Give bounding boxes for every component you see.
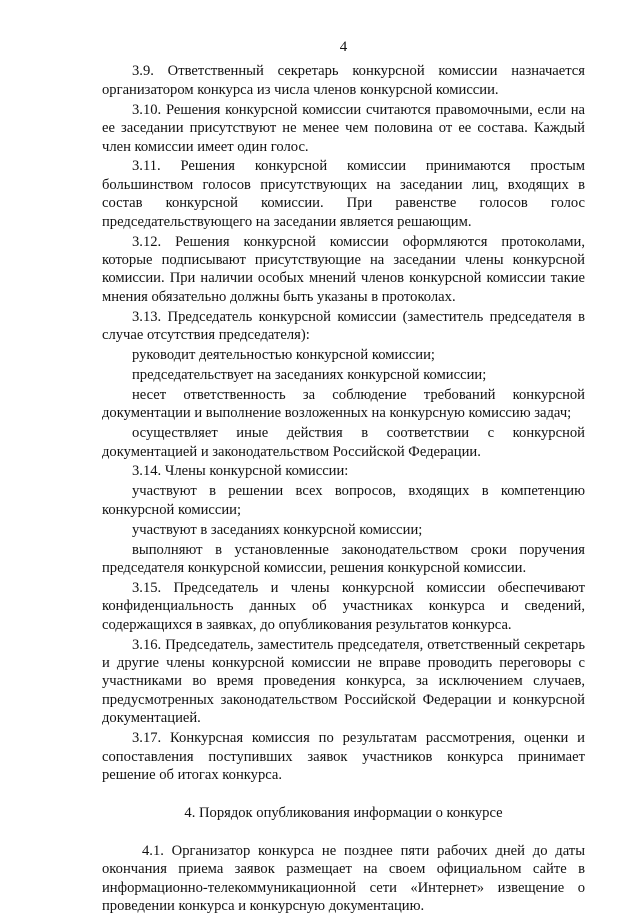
paragraph-3-17: 3.17. Конкурсная комиссия по результатам рассмотрения, оценки и сопоставления поступивших заявок участников конкурса принимает решение об итогах конкурса. <box>102 730 585 783</box>
section-3-body <box>102 62 585 784</box>
list-item: выполняют в установленные законодательством сроки поручения председателя конкурсной комиссии, решения конкурсной комиссии. <box>102 541 585 576</box>
list-item: участвуют в заседаниях конкурсной комиссии; <box>132 521 423 538</box>
list-item: руководит деятельностью конкурсной комиссии; <box>132 347 435 363</box>
list-item: председательствует на заседаниях конкурсной комиссии; <box>132 366 487 383</box>
page-number: 4 <box>339 39 348 55</box>
paragraph-3-16: 3.16. Председатель, заместитель председателя, ответственный секретарь и другие члены конкурсной комиссии не вправе проводить переговоры с участниками во время проведения конкурса, за исключением случаев, предусмотренных законодательством Российской Федерации и конкурсной документацией. <box>102 636 585 727</box>
paragraph-3-10: 3.10. Решения конкурсной комиссии считаются правомочными, если на ее заседании присутствуют не менее чем половина от ее состава. Каждый член комиссии имеет один голос. <box>102 101 585 155</box>
paragraph-3-9: 3.9. Ответственный секретарь конкурсной комиссии назначается организатором конкурса из числа членов конкурсной комиссии. <box>102 63 585 98</box>
section-4-heading: 4. Порядок опубликования информации о конкурсе <box>184 805 503 822</box>
paragraph-3-11: 3.11. Решения конкурсной комиссии принимаются простым большинством голосов присутствующих на заседании лиц, входящих в состав конкурсной комиссии. При равенстве голосов голос председательствующего на заседании является решающим. <box>102 158 585 230</box>
list-item: несет ответственность за соблюдение требований конкурсной документации и выполнение возложенных на конкурсную комиссию задач; <box>102 386 585 422</box>
paragraph-4-1: 4.1. Организатор конкурса не позднее пяти рабочих дней до даты окончания приема заявок размещает на своем официальном сайте в информационно-телекоммуникационной сети «Интернет» извещение о проведении конкурса и конкурсную документацию. <box>102 842 585 914</box>
list-item: осуществляет иные действия в соответствии с конкурсной документацией и законодательством Российской Федерации. <box>102 425 585 460</box>
paragraph-3-14: 3.14. Члены конкурсной комиссии: <box>132 463 349 480</box>
paragraph-3-13: 3.13. Председатель конкурсной комиссии (заместитель председателя в случае отсутствия председателя): <box>102 308 585 344</box>
paragraph-3-12: 3.12. Решения конкурсной комиссии оформляются протоколами, которые подписывают присутствующие на заседании члены конкурсной комиссии. При наличии особых мнений членов конкурсной комиссии такие мнения обязательно должны быть указаны в протоколах. <box>102 233 585 305</box>
paragraph-3-15: 3.15. Председатель и члены конкурсной комиссии обеспечивают конфиденциальность данных об участниках конкурса и сведений, содержащихся в заявках, до опубликования результатов конкурса. <box>102 579 585 633</box>
list-item: участвуют в решении всех вопросов, входящих в компетенцию конкурсной комиссии; <box>102 483 585 518</box>
